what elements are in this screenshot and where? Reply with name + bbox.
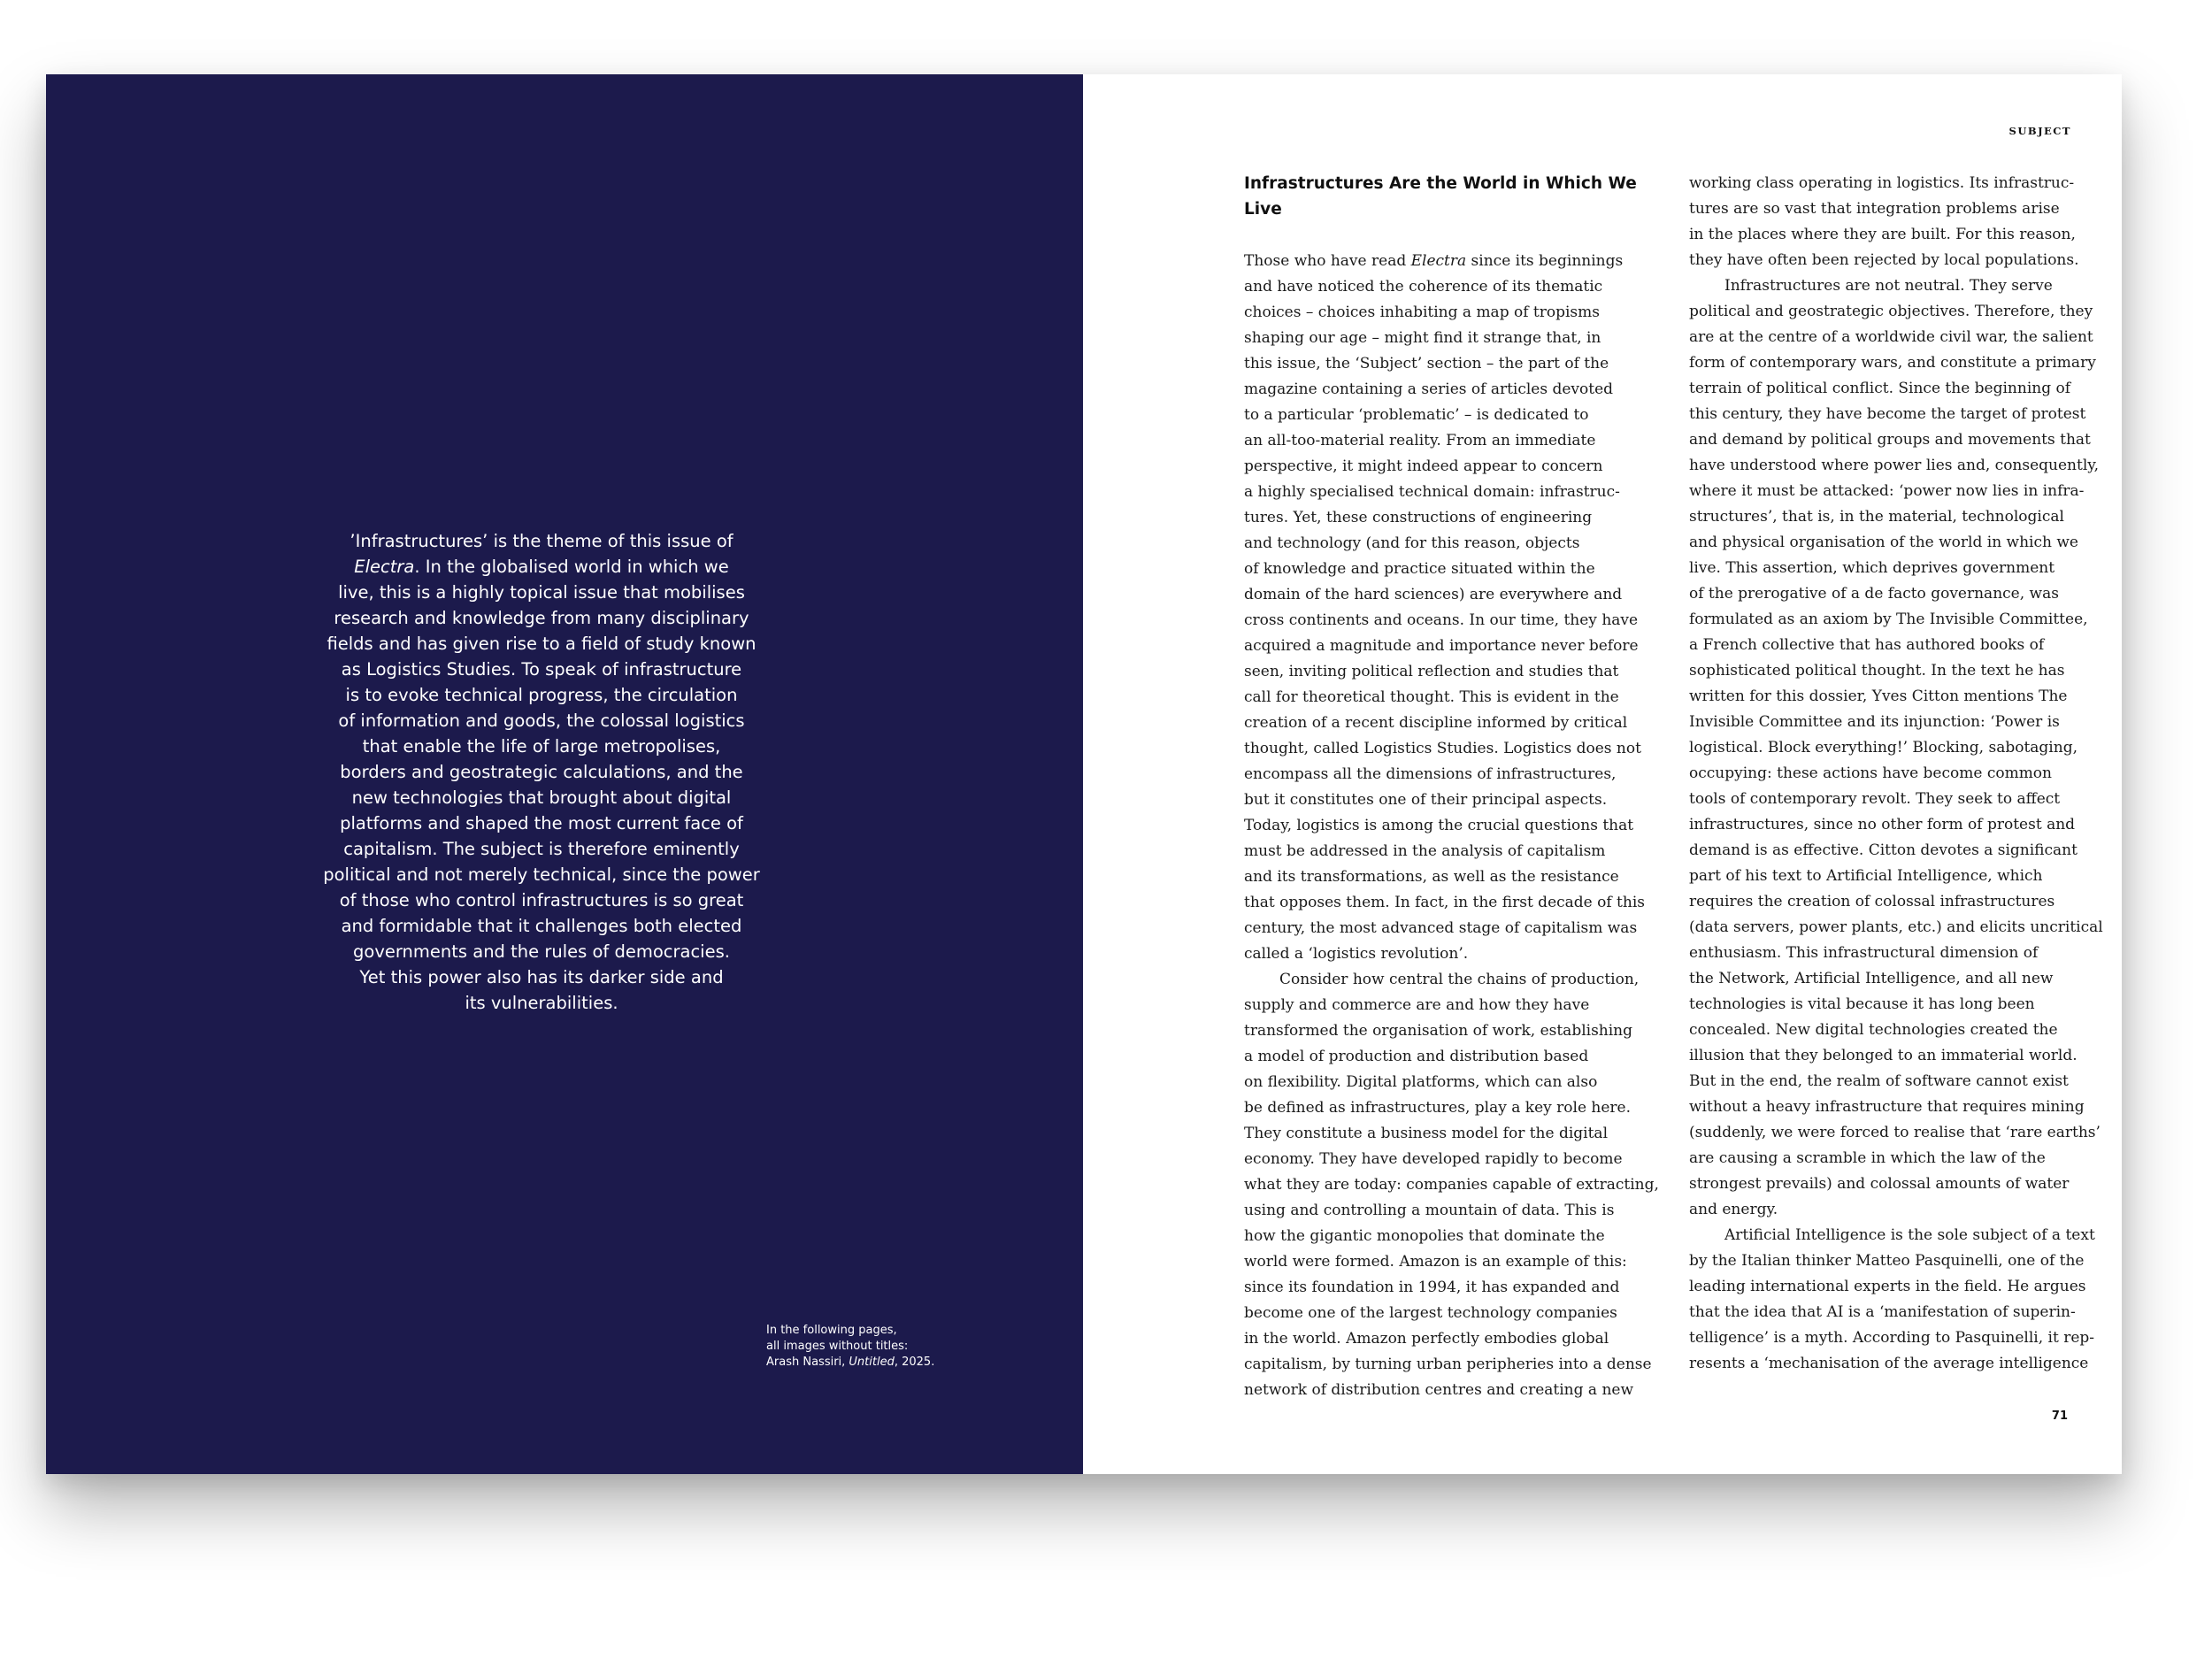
intro-line: of information and goods, the colossal logistics bbox=[338, 710, 745, 731]
body-line: the Network, Artificial Intelligence, and all new bbox=[1689, 970, 2054, 987]
body-line: where it must be attacked: ‘power now lies in infra- bbox=[1689, 482, 2085, 500]
body-italic-title: Electra bbox=[1410, 252, 1467, 270]
body-line: in the world. Amazon perfectly embodies global bbox=[1244, 1330, 1609, 1348]
body-line: in the places where they are built. For this reason, bbox=[1689, 226, 2076, 243]
body-line: perspective, it might indeed appear to concern bbox=[1244, 457, 1603, 475]
body-line: without a heavy infrastructure that requires mining bbox=[1689, 1098, 2085, 1116]
text-column-2 bbox=[1689, 171, 2123, 1377]
body-line: be defined as infrastructures, play a key role here. bbox=[1244, 1099, 1632, 1117]
body-line: Today, logistics is among the crucial questions that bbox=[1244, 817, 1634, 834]
body-line: infrastructures, since no other form of protest and bbox=[1689, 816, 2076, 833]
intro-line: ’Infrastructures’ is the theme of this issue of bbox=[349, 531, 733, 551]
body-line: network of distribution centres and creating a new bbox=[1244, 1381, 1634, 1399]
body-line: requires the creation of colossal infrastructures bbox=[1689, 893, 2055, 910]
paragraph bbox=[1689, 1223, 2123, 1377]
intro-italic-title: Electra bbox=[354, 557, 415, 577]
body-line: written for this dossier, Yves Citton mentions The bbox=[1689, 687, 2068, 705]
body-line: sophisticated political thought. In the text he has bbox=[1689, 662, 2065, 680]
magazine-spread bbox=[46, 74, 2122, 1474]
text-column-1 bbox=[1244, 171, 1678, 1403]
body-line: seen, inviting political reflection and studies that bbox=[1244, 663, 1619, 680]
body-line: tools of contemporary revolt. They seek to affect bbox=[1689, 790, 2061, 808]
body-line: shaping our age – might find it strange that, in bbox=[1244, 329, 1601, 347]
paragraph bbox=[1244, 274, 1678, 967]
body-line: are at the centre of a worldwide civil war, the salient bbox=[1689, 328, 2093, 346]
body-line: and energy. bbox=[1689, 1201, 1778, 1218]
body-line: and have noticed the coherence of its thematic bbox=[1244, 278, 1603, 296]
body-line: tures. Yet, these constructions of engineering bbox=[1244, 509, 1593, 526]
body-line: have understood where power lies and, consequently, bbox=[1689, 457, 2100, 474]
body-line: century, the most advanced stage of capitalism was bbox=[1244, 919, 1638, 937]
body-line: creation of a recent discipline informed by critical bbox=[1244, 714, 1628, 732]
body-line: demand is as effective. Citton devotes a significant bbox=[1689, 841, 2078, 859]
body-line: a highly specialised technical domain: infrastruc- bbox=[1244, 483, 1620, 501]
body-line: an all-too-material reality. From an immediate bbox=[1244, 432, 1596, 449]
intro-line: that enable the life of large metropolises, bbox=[362, 736, 721, 757]
body-line: this century, they have become the target of protest bbox=[1689, 405, 2086, 423]
body-line: what they are today: companies capable of extracting, bbox=[1244, 1176, 1659, 1194]
caption-line: Arash Nassiri, Untitled, 2025. bbox=[766, 1356, 935, 1369]
body-line: (suddenly, we were forced to realise that ‘rare earths’ bbox=[1689, 1124, 2101, 1141]
body-line: to a particular ‘problematic’ – is dedicated to bbox=[1244, 406, 1589, 424]
paragraph bbox=[1689, 171, 2123, 273]
body-line: domain of the hard sciences) are everywhere and bbox=[1244, 586, 1623, 603]
body-line: call for theoretical thought. This is evident in the bbox=[1244, 688, 1619, 706]
body-line: acquired a magnitude and importance never before bbox=[1244, 637, 1639, 655]
body-line: a French collective that has authored books of bbox=[1689, 636, 2045, 654]
intro-line: its vulnerabilities. bbox=[465, 993, 618, 1013]
intro-line: fields and has given rise to a field of study known bbox=[326, 634, 757, 654]
body-line: magazine containing a series of articles devoted bbox=[1244, 380, 1614, 398]
body-line: and technology (and for this reason, objects bbox=[1244, 534, 1580, 552]
intro-line: borders and geostrategic calculations, and the bbox=[340, 762, 743, 782]
intro-line: capitalism. The subject is therefore eminently bbox=[343, 839, 740, 859]
body-line: form of contemporary wars, and constitute a primary bbox=[1689, 354, 2096, 372]
body-line: world were formed. Amazon is an example of this: bbox=[1244, 1253, 1627, 1271]
intro-line: research and knowledge from many disciplinary bbox=[334, 608, 749, 628]
body-line: that opposes them. In fact, in the first decade of this bbox=[1244, 894, 1645, 911]
intro-line: is to evoke technical progress, the circulation bbox=[345, 685, 738, 705]
body-line: called a ‘logistics revolution’. bbox=[1244, 945, 1469, 963]
intro-line: governments and the rules of democracies. bbox=[353, 941, 730, 962]
body-line: they have often been rejected by local populations. bbox=[1689, 251, 2079, 269]
body-line: cross continents and oceans. In our time, they have bbox=[1244, 611, 1639, 629]
intro-line: live, this is a highly topical issue that mobilises bbox=[338, 582, 745, 603]
body-line: economy. They have developed rapidly to become bbox=[1244, 1150, 1623, 1168]
body-line: telligence’ is a myth. According to Pasquinelli, it rep- bbox=[1689, 1329, 2095, 1347]
body-line: transformed the organisation of work, establishing bbox=[1244, 1022, 1633, 1040]
image-caption bbox=[766, 1323, 934, 1371]
body-line: political and geostrategic objectives. Therefore, they bbox=[1689, 303, 2093, 320]
intro-line: political and not merely technical, since the power bbox=[323, 864, 760, 885]
body-line: a model of production and distribution based bbox=[1244, 1048, 1589, 1065]
body-line: thought, called Logistics Studies. Logistics does not bbox=[1244, 740, 1641, 757]
body-line: occupying: these actions have become common bbox=[1689, 764, 2052, 782]
running-head: SUBJECT bbox=[2008, 125, 2071, 137]
body-line: enthusiasm. This infrastructural dimension of bbox=[1689, 944, 2039, 962]
caption-line: In the following pages, bbox=[766, 1324, 897, 1337]
body-line: Consider how central the chains of production, bbox=[1279, 971, 1640, 988]
body-line: of the prerogative of a de facto governance, was bbox=[1689, 585, 2059, 603]
body-line: illusion that they belonged to an immaterial world. bbox=[1689, 1047, 2078, 1064]
body-line: technologies is vital because it has long been bbox=[1689, 995, 2035, 1013]
body-line: encompass all the dimensions of infrastructures, bbox=[1244, 765, 1617, 783]
intro-line: of those who control infrastructures is so great bbox=[339, 890, 744, 910]
body-line: by the Italian thinker Matteo Pasquinelli, one of the bbox=[1689, 1252, 2085, 1270]
body-line: leading international experts in the field. He argues bbox=[1689, 1278, 2086, 1295]
intro-text bbox=[320, 528, 763, 1016]
body-line: strongest prevails) and colossal amounts of water bbox=[1689, 1175, 2070, 1193]
body-line: (data servers, power plants, etc.) and elicits uncritical bbox=[1689, 918, 2103, 936]
body-line: using and controlling a mountain of data. This is bbox=[1244, 1202, 1615, 1219]
body-line: concealed. New digital technologies created the bbox=[1689, 1021, 2058, 1039]
body-line: and physical organisation of the world in which we bbox=[1689, 534, 2078, 551]
body-line: and demand by political groups and movements that bbox=[1689, 431, 2091, 449]
intro-line: as Logistics Studies. To speak of infrastructure bbox=[341, 659, 742, 680]
article-title: Infrastructures Are the World in Which We Live bbox=[1244, 174, 1637, 219]
body-line: live. This assertion, which deprives government bbox=[1689, 559, 2055, 577]
intro-line: Yet this power also has its darker side and bbox=[359, 967, 724, 987]
paragraph bbox=[1689, 273, 2123, 1223]
caption-line: all images without titles: bbox=[766, 1340, 909, 1353]
body-line: since its foundation in 1994, it has expanded and bbox=[1244, 1279, 1620, 1296]
body-line: capitalism, by turning urban peripheries into a dense bbox=[1244, 1356, 1652, 1373]
body-line: and its transformations, as well as the resistance bbox=[1244, 868, 1619, 886]
body-line: Artificial Intelligence is the sole subject of a text bbox=[1724, 1226, 2095, 1244]
body-line: how the gigantic monopolies that dominate the bbox=[1244, 1227, 1605, 1245]
body-line: resents a ‘mechanisation of the average intelligence bbox=[1689, 1355, 2089, 1372]
body-line: choices – choices inhabiting a map of tropisms bbox=[1244, 303, 1600, 321]
body-line: part of his text to Artificial Intelligence, which bbox=[1689, 867, 2043, 885]
body-line: Those who have read Electra since its beginnings bbox=[1244, 252, 1624, 270]
caption-italic-title: Untitled bbox=[849, 1356, 895, 1369]
body-line: Invisible Committee and its injunction: ‘Power is bbox=[1689, 713, 2060, 731]
left-page bbox=[46, 74, 1083, 1474]
body-line: logistical. Block everything!’ Blocking, sabotaging, bbox=[1689, 739, 2078, 757]
body-line: this issue, the ‘Subject’ section – the part of the bbox=[1244, 355, 1609, 373]
intro-line: Electra. In the globalised world in which we bbox=[354, 557, 729, 577]
body-line: But in the end, the realm of software cannot exist bbox=[1689, 1072, 2069, 1090]
body-line: They constitute a business model for the digital bbox=[1244, 1125, 1609, 1142]
body-line: but it constitutes one of their principal aspects. bbox=[1244, 791, 1608, 809]
body-line: tures are so vast that integration problems arise bbox=[1689, 200, 2060, 218]
body-line: must be addressed in the analysis of capitalism bbox=[1244, 842, 1606, 860]
intro-line: and formidable that it challenges both elected bbox=[341, 916, 742, 936]
paragraph bbox=[1244, 967, 1678, 1403]
body-line: of knowledge and practice situated within the bbox=[1244, 560, 1595, 578]
page-number: 71 bbox=[2051, 1409, 2068, 1423]
body-line: terrain of political conflict. Since the beginning of bbox=[1689, 380, 2071, 397]
body-line: are causing a scramble in which the law of the bbox=[1689, 1149, 2046, 1167]
body-line: working class operating in logistics. Its infrastruc- bbox=[1689, 174, 2075, 192]
body-line: formulated as an axiom by The Invisible Committee, bbox=[1689, 611, 2088, 628]
body-line: on flexibility. Digital platforms, which can also bbox=[1244, 1073, 1598, 1091]
intro-line: platforms and shaped the most current face of bbox=[340, 813, 743, 833]
body-line: supply and commerce are and how they have bbox=[1244, 996, 1590, 1014]
body-line: structures’, that is, in the material, technological bbox=[1689, 508, 2064, 526]
body-line: that the idea that AI is a ‘manifestation of superin- bbox=[1689, 1303, 2076, 1321]
intro-line: new technologies that brought about digital bbox=[351, 787, 732, 808]
body-line: Infrastructures are not neutral. They serve bbox=[1724, 277, 2053, 295]
body-line: become one of the largest technology companies bbox=[1244, 1304, 1617, 1322]
right-page bbox=[1083, 74, 2122, 1474]
